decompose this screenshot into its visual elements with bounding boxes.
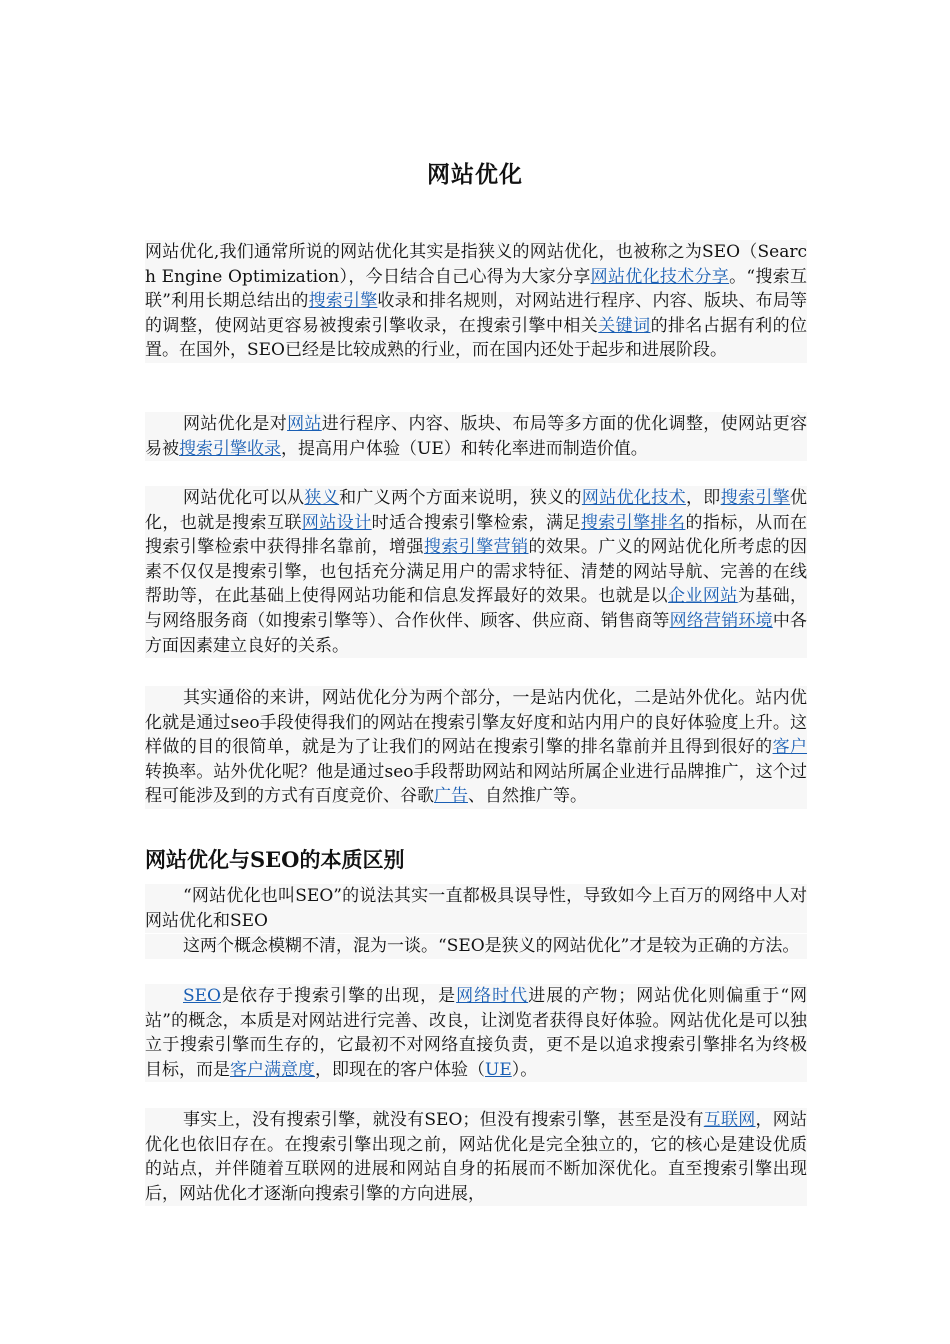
hyperlink[interactable]: 网站优化技术 [581, 488, 686, 508]
hyperlink[interactable]: 广告 [434, 786, 468, 807]
hyperlink[interactable]: 关键词 [598, 315, 651, 336]
paragraph-text: 是依存于搜索引擎的出现，是 [221, 986, 457, 1006]
hyperlink[interactable]: 搜索引擎排名 [580, 512, 686, 533]
paragraph-8 [145, 1108, 807, 1206]
hyperlink[interactable]: 搜索引擎 [308, 291, 378, 312]
paragraph-4 [145, 686, 807, 809]
hyperlink[interactable]: 网站优化技术分享 [590, 266, 730, 287]
hyperlink[interactable]: 狭义 [304, 488, 340, 508]
paragraph-text: 的排名占据有利的位置。在国外，SEO已经是比较成熟的行业，而在国内还处于起步和进展阶段。 [145, 315, 808, 361]
hyperlink[interactable]: 网站 [287, 414, 322, 434]
paragraph-1-block [145, 240, 807, 363]
paragraph-2-block [145, 412, 807, 461]
paragraph-text: ）。 [511, 1059, 538, 1080]
paragraph-text: 中各方面因素建立良好的关系。 [145, 610, 808, 656]
paragraph-text: 、自然推广等。 [468, 786, 587, 807]
paragraph-3-block [145, 486, 807, 658]
paragraph-text: 事实上，没有搜索引擎，就没有SEO；但没有搜索引擎，甚至是没有 [183, 1110, 704, 1130]
paragraph-text: 为基础，与网络服务商（如搜索引擎等）、合作伙伴、顾客、供应商、销售商等 [145, 586, 808, 631]
paragraph-text: 和广义两个方面来说明，狭义的 [339, 488, 582, 508]
paragraph-text: ，即 [685, 488, 721, 508]
hyperlink[interactable]: 搜索引擎 [720, 488, 791, 508]
hyperlink[interactable]: 互联网 [703, 1110, 756, 1130]
paragraph-text: ，提高用户体验（UE）和转化率进而制造价值。 [281, 438, 648, 459]
paragraph-text: ，网站优化也依旧存在。在搜索引擎出现之前，网站优化是完全独立的，它的核心是建设优质的站点，并伴随着互联网的进展和网站自身的拓展而不断加深优化。直至搜索引擎出现后，网站优化才逐渐向搜索引擎的方向进展， [145, 1110, 808, 1204]
paragraph-text: 收录和排名规则，对网站进行程序、内容、版块、布局等的调整，使网站更容易被搜索引擎收录，在搜索引擎中相关 [145, 291, 808, 336]
paragraph-text: “网站优化也叫SEO”的说法其实一直都极具误导性，导致如今上百万的网络中人对网站优化和SEO [145, 886, 807, 931]
hyperlink[interactable]: 网络时代 [456, 986, 529, 1006]
paragraph-text: 其实通俗的来讲，网站优化分为两个部分，一是站内优化，二是站外优化。站内优化就是通过seo手段使得我们的网站在搜索引擎友好度和站内用户的良好体验度上升。这样做的目的很简单，就是为了让我们的网站在搜索引擎的排名靠前并且得到很好的 [145, 688, 807, 758]
hyperlink[interactable]: 客户 [772, 737, 808, 758]
paragraph-text: 网站优化可以从 [183, 488, 305, 508]
paragraph-text: 优化，也就是搜索互联 [145, 488, 808, 533]
paragraph-4-block [145, 686, 807, 809]
hyperlink[interactable]: 企业网站 [667, 586, 738, 607]
hyperlink[interactable]: 客户满意度 [230, 1059, 315, 1080]
paragraph-7-block [145, 984, 807, 1082]
paragraph-text: 时适合搜索引擎检索，满足 [371, 512, 581, 533]
hyperlink[interactable]: SEO [183, 986, 221, 1006]
hyperlink[interactable]: 搜索引擎收录 [179, 438, 281, 459]
paragraph-text: 网站优化,我们通常所说的网站优化其实是指狭义的网站优化，也被称之为SEO（Search Engine Optimization），今日结合自己心得为大家分享 [145, 242, 807, 287]
paragraph-text: 。“搜索互联”利用长期总结出的 [145, 266, 808, 312]
paragraph-7 [145, 984, 807, 1082]
paragraph-1 [145, 240, 807, 363]
paragraph-text: 这两个概念模糊不清，混为一谈。“SEO是狭义的网站优化”才是较为正确的方法。 [183, 936, 800, 956]
paragraph-3 [145, 486, 807, 658]
paragraph-text: 进展的产物；网站优化则偏重于“网站”的概念，本质是对网站进行完善、改良，让浏览者获得良好体验。网站优化是可以独立于搜索引擎而生存的，它最初不对网络直接负责，更不是以追求搜索引擎排名为终极目标，而是 [145, 986, 808, 1080]
paragraph-text: 转换率。站外优化呢？他是通过seo手段帮助网站和网站所属企业进行品牌推广，这个过程可能涉及到的方式有百度竞价、谷歌 [145, 761, 807, 807]
paragraph-text: 进行程序、内容、版块、布局等多方面的优化调整，使网站更容易被 [145, 414, 808, 459]
hyperlink[interactable]: 网站设计 [301, 512, 372, 533]
hyperlink[interactable]: 网络营销环境 [669, 610, 773, 631]
paragraph-6-block [145, 934, 807, 959]
document-title: 网站优化 [427, 162, 523, 188]
paragraph-6 [145, 934, 807, 959]
paragraph-5-block [145, 884, 807, 933]
paragraph-5 [145, 884, 807, 933]
paragraph-2 [145, 412, 807, 461]
paragraph-8-block [145, 1108, 807, 1206]
section-heading: 网站优化与SEO的本质区别 [145, 847, 405, 872]
paragraph-text: 网站优化是对 [183, 414, 288, 434]
hyperlink[interactable]: UE [485, 1059, 512, 1080]
paragraph-text: 的效果。广义的网站优化所考虑的因素不仅仅是搜索引擎，也包括充分满足用户的需求特征、清楚的网站导航、完善的在线帮助等，在此基础上使得网站功能和信息发挥最好的效果。也就是以 [145, 537, 808, 607]
paragraph-text: 的指标，从而在搜索引擎检索中获得排名靠前，增强 [145, 512, 808, 558]
hyperlink[interactable]: 搜索引擎营销 [423, 537, 529, 558]
paragraph-text: ，即现在的客户体验（ [315, 1059, 485, 1080]
